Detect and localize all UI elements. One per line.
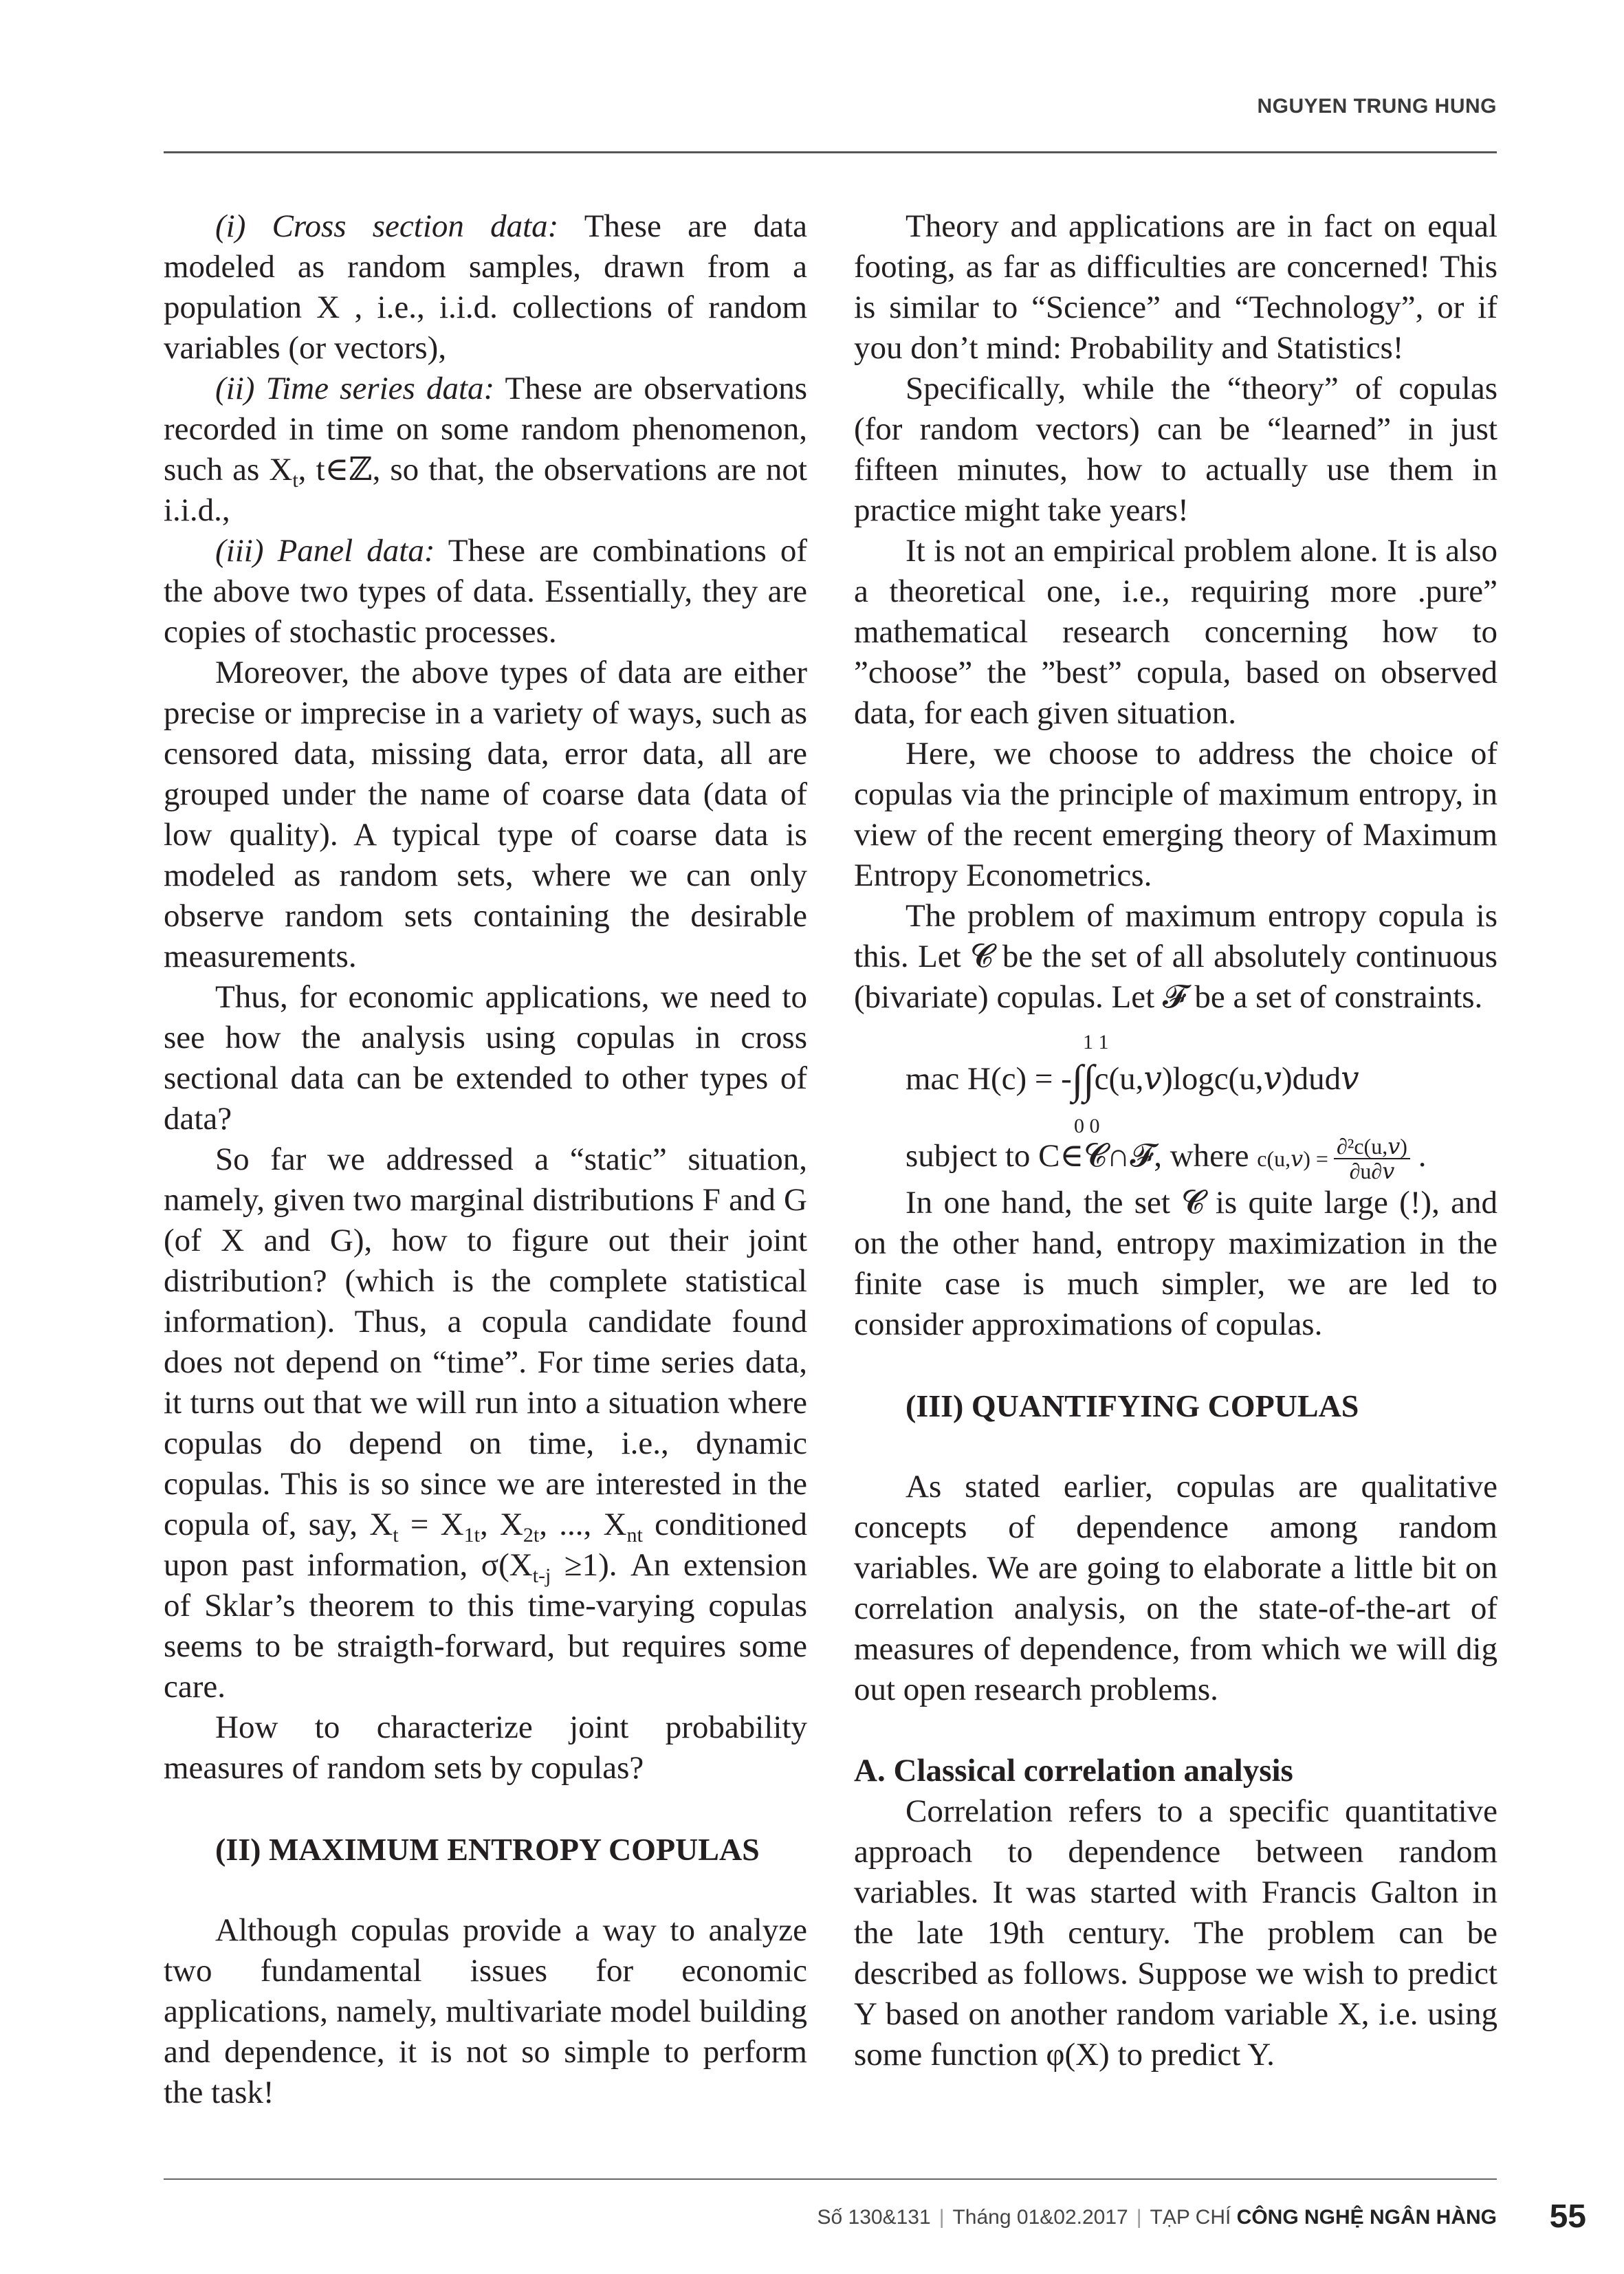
integral-lower-limits: 0 0 xyxy=(1074,1115,1100,1137)
paragraph-random-sets-question: How to characterize joint probability measures of random sets by copulas? xyxy=(164,1709,807,1786)
paragraph-time-series xyxy=(164,369,807,531)
paragraph-cross-section xyxy=(164,206,807,369)
formula-lhs: mac H(c) = - xyxy=(906,1061,1072,1097)
constraint-line xyxy=(854,1135,1497,1183)
subscript: nt xyxy=(626,1524,643,1546)
header-rule xyxy=(164,151,1497,153)
subscript: t xyxy=(292,469,298,492)
subscript: t xyxy=(393,1524,399,1546)
paragraph-empirical-problem: It is not an empirical problem alone. It is also a theoretical one, i.e., requiring more .pure” mathematical research concerning how to ”choose” the ”best” copula, based on observed data, for each given situation. xyxy=(854,533,1497,731)
spacer xyxy=(164,1870,807,1910)
left-column xyxy=(164,206,807,2113)
footer-journal-name: CÔNG NGHỆ NGÂN HÀNG xyxy=(1236,2206,1497,2229)
paragraph-static-situation xyxy=(164,1139,807,1707)
paragraph-approximations: In one hand, the set 𝓒 is quite large (!), and on the other hand, entropy maximization in the finite case is much simpler, we are led to consider approximations of copulas. xyxy=(854,1185,1497,1342)
formula-expression xyxy=(906,1059,1359,1100)
paragraph-text: = X xyxy=(398,1507,464,1542)
paragraph-maximum-entropy-choice: Here, we choose to address the choice of copulas via the principle of maximum entropy, in view of the recent emerging theory of Maximum Entropy Econometrics. xyxy=(854,736,1497,893)
subsection-heading-classical-correlation: A. Classical correlation analysis xyxy=(854,1753,1293,1789)
formula-integrand: c(u,𝑣)logc(u,𝑣)dud𝑣 xyxy=(1094,1061,1359,1097)
section-heading-maximum-entropy: (II) MAXIMUM ENTROPY COPULAS xyxy=(215,1832,760,1867)
paragraph-copulas-task: Although copulas provide a way to analyze two fundamental issues for economic applications, namely, multivariate model building and dependence, it is not so simple to perform the task! xyxy=(164,1912,807,2110)
paragraph-correlation: Correlation refers to a specific quantitative approach to dependence between random variables. It was started with Francis Galton in the late 19th century. The problem can be described as follows. Suppose we wish to predict Y based on another random variable X, i.e. using some function φ(X) to predict Y. xyxy=(854,1793,1497,2073)
entropy-formula xyxy=(854,1018,1497,1135)
spacer xyxy=(854,1426,1497,1467)
paragraph-text: ≥1). An extension of Sklar’s theorem to this time-varying copulas seems to be straigth-forward, but requires some care. xyxy=(164,1547,807,1705)
footer-separator: | xyxy=(939,2206,945,2229)
fraction-numerator: ∂²c(u,𝑣) xyxy=(1334,1135,1410,1159)
paragraph-text: These are combinations of the above two types of data. Essentially, they are copies of stochastic processes. xyxy=(164,533,807,650)
footer-line xyxy=(818,2206,1497,2229)
paragraph-text: , ..., X xyxy=(539,1507,627,1542)
paragraph-qualitative-concepts: As stated earlier, copulas are qualitative concepts of dependence among random variables. We are going to elaborate a little bit on correlation analysis, on the state-of-the-art of measures of dependence, from which we will dig out open research problems. xyxy=(854,1469,1497,1707)
paragraph-theory-of-copulas: Specifically, while the “theory” of copulas (for random vectors) can be “learned” in just fifteen minutes, how to actually use them in practice might take years! xyxy=(854,371,1497,528)
page-number: 55 xyxy=(1549,2198,1586,2235)
paragraph-problem-statement: The problem of maximum entropy copula is this. Let 𝓒 be the set of all absolutely continuous (bivariate) copulas. Let 𝓕 be a set of constraints. xyxy=(854,898,1497,1015)
spacer xyxy=(164,1789,807,1829)
constraint-end: . xyxy=(1409,1137,1427,1174)
constraint-text: subject to C∈𝓒∩𝓕, where xyxy=(906,1137,1258,1174)
paragraph-text: So far we addressed a “static” situation, namely, given two marginal distributions F and G (of X and G), how to figure out their joint distribution? (which is the complete statistical information). Thus, a copula candidate found does not depend on “time”. For time series data, it turns out that we will run into a situation where copulas do depend on time, i.e., dynamic copulas. This is so since we are interested in the copula of, say, X xyxy=(164,1141,807,1542)
term-panel-data: (iii) Panel data: xyxy=(215,533,435,569)
paragraph-text: conditioned upon past information, σ(X xyxy=(164,1507,807,1583)
integral-upper-limits: 1 1 xyxy=(1083,1031,1109,1053)
footer-rule xyxy=(164,2178,1497,2180)
footer-month: Tháng 01&02.2017 xyxy=(952,2206,1128,2229)
term-time-series: (ii) Time series data: xyxy=(215,371,495,406)
paragraph-text: These are observations recorded in time on some random phenomenon, such as X xyxy=(164,371,807,488)
spacer xyxy=(854,1345,1497,1386)
paragraph-theory-applications: Theory and applications are in fact on equal footing, as far as difficulties are concerned! This is similar to “Science” and “Technology”, or if you don’t mind: Probability and Statistics! xyxy=(854,208,1497,366)
partial-derivative-fraction xyxy=(1334,1135,1410,1183)
footer-journal-prefix: TẠP CHÍ xyxy=(1150,2206,1237,2229)
fraction-denominator: ∂u∂𝑣 xyxy=(1349,1159,1395,1183)
paragraph-text: , t∈ℤ, so that, the observations are not i.i.d., xyxy=(164,452,807,528)
subscript: t-j xyxy=(532,1564,551,1587)
constraint-density: c(u,𝑣) = xyxy=(1257,1146,1334,1171)
term-cross-section: (i) Cross section data: xyxy=(215,208,559,244)
subscript: 2t xyxy=(523,1524,540,1546)
section-heading-quantifying-copulas: (III) QUANTIFYING COPULAS xyxy=(906,1388,1359,1423)
double-integral-sign: ∫∫ xyxy=(1071,1057,1095,1102)
paragraph-coarse-data: Moreover, the above types of data are either precise or imprecise in a variety of ways, such as censored data, missing data, error data, all are grouped under the name of coarse data (data of low quality). A typical type of coarse data is modeled as random sets, where we can only observe random sets containing the desirable measurements. xyxy=(164,655,807,974)
paragraph-economic-applications: Thus, for economic applications, we need to see how the analysis using copulas in cross sectional data can be extended to other types of data? xyxy=(164,979,807,1137)
spacer xyxy=(854,1710,1497,1751)
paragraph-text: , X xyxy=(479,1507,523,1542)
right-column xyxy=(854,206,1497,2075)
footer-issue: Số 130&131 xyxy=(817,2206,931,2229)
footer-separator: | xyxy=(1136,2206,1142,2229)
subscript: 1t xyxy=(463,1524,480,1546)
paragraph-text: These are data modeled as random samples, drawn from a population X , i.e., i.i.d. collections of random variables (or vectors), xyxy=(164,208,807,366)
running-header-author: NGUYEN TRUNG HUNG xyxy=(1257,95,1497,118)
paragraph-panel-data xyxy=(164,531,807,653)
